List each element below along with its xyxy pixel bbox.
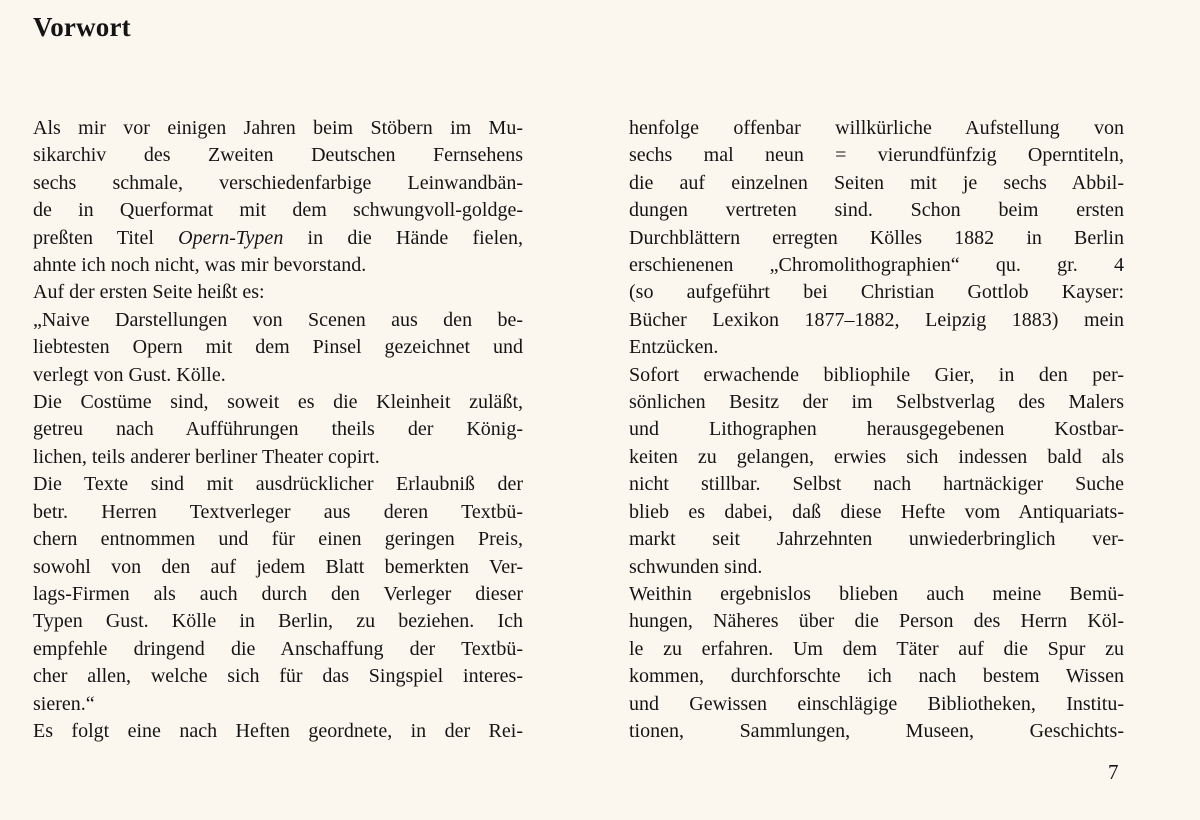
text-line: Es folgt eine nach Heften geordnete, in der Rei- bbox=[33, 719, 523, 742]
text-line: henfolge offenbar willkürliche Aufstellung von bbox=[629, 117, 1124, 139]
text-line: markt seit Jahrzehnten unwiederbringlich ver- bbox=[629, 528, 1124, 551]
right-text-column bbox=[629, 115, 1124, 745]
text-line: lags-Firmen als auch durch den Verleger dieser bbox=[33, 582, 523, 605]
text-line-with-italic-title bbox=[33, 225, 523, 252]
text-line: de in Querformat mit dem schwungvoll-goldge- bbox=[33, 199, 523, 222]
text-line: sönlichen Besitz der im Selbstverlag des Malers bbox=[629, 391, 1124, 414]
text-line: Die Texte sind mit ausdrücklicher Erlaubniß der bbox=[33, 473, 523, 496]
text-line: ahnte ich noch nicht, was mir bevorstand. bbox=[33, 254, 367, 277]
page-heading: Vorwort bbox=[33, 12, 131, 42]
page-number: 7 bbox=[1108, 760, 1119, 784]
text-line: chern entnommen und für einen geringen Preis, bbox=[33, 528, 523, 551]
text-line: Typen Gust. Kölle in Berlin, zu beziehen. Ich bbox=[33, 610, 523, 633]
text-line: erschienenen „Chromolithographien“ qu. gr. 4 bbox=[629, 254, 1124, 277]
text-line: cher allen, welche sich für das Singspiel interes- bbox=[33, 665, 523, 688]
text-line: getreu nach Aufführungen theils der König- bbox=[33, 418, 523, 441]
text-line: sieren.“ bbox=[33, 692, 95, 715]
text-line: und Lithographen herausgegebenen Kostbar- bbox=[629, 418, 1124, 441]
text-line: Sofort erwachende bibliophile Gier, in den per- bbox=[629, 363, 1124, 386]
text-line: Durchblättern erregten Kölles 1882 in Berlin bbox=[629, 226, 1124, 249]
text-line: keiten zu gelangen, erwies sich indessen bald als bbox=[629, 445, 1124, 468]
text-line: empfehle dringend die Anschaffung der Textbü- bbox=[33, 637, 523, 660]
text-line: (so aufgeführt bei Christian Gottlob Kayser: bbox=[629, 281, 1124, 304]
text-line: Bücher Lexikon 1877–1882, Leipzig 1883) mein bbox=[629, 308, 1124, 331]
text-line: sowohl von den auf jedem Blatt bemerkten Ver- bbox=[33, 555, 523, 578]
text-line: Als mir vor einigen Jahren beim Stöbern im Mu- bbox=[33, 117, 523, 139]
text-line: Weithin ergebnislos blieben auch meine Bemü- bbox=[629, 582, 1124, 605]
left-text-column bbox=[33, 115, 523, 745]
text-line: die auf einzelnen Seiten mit je sechs Abbil- bbox=[629, 171, 1124, 194]
book-title: Opern-Typen bbox=[178, 226, 284, 249]
text-line: Entzücken. bbox=[629, 336, 719, 359]
text-segment: preßten Titel Opern-Typen in die Hände fielen, bbox=[33, 226, 523, 249]
text-line: dungen vertreten sind. Schon beim ersten bbox=[629, 199, 1124, 222]
text-line: hungen, Näheres über die Person des Herrn Köl- bbox=[629, 610, 1124, 633]
text-line: „Naive Darstellungen von Scenen aus den be- bbox=[33, 308, 523, 331]
text-line: und Gewissen einschlägige Bibliotheken, Institu- bbox=[629, 692, 1124, 715]
text-line: le zu erfahren. Um dem Täter auf die Spur zu bbox=[629, 637, 1124, 660]
text-line: sechs schmale, verschiedenfarbige Leinwandbän- bbox=[33, 171, 523, 194]
text-line: liebtesten Opern mit dem Pinsel gezeichnet und bbox=[33, 336, 523, 359]
text-line: Die Costüme sind, soweit es die Kleinheit zuläßt, bbox=[33, 391, 523, 414]
text-line: betr. Herren Textverleger aus deren Textbü- bbox=[33, 500, 523, 523]
text-line: Auf der ersten Seite heißt es: bbox=[33, 281, 265, 304]
text-line: blieb es dabei, daß diese Hefte vom Antiquariats- bbox=[629, 500, 1124, 523]
text-line: sikarchiv des Zweiten Deutschen Fernsehens bbox=[33, 144, 523, 167]
text-line: kommen, durchforschte ich nach bestem Wissen bbox=[629, 665, 1124, 688]
text-line: verlegt von Gust. Kölle. bbox=[33, 363, 226, 386]
text-line: lichen, teils anderer berliner Theater copirt. bbox=[33, 445, 380, 468]
text-line: tionen, Sammlungen, Museen, Geschichts- bbox=[629, 719, 1124, 742]
text-line: nicht stillbar. Selbst nach hartnäckiger Suche bbox=[629, 473, 1124, 496]
text-line: schwunden sind. bbox=[629, 555, 763, 578]
text-line: sechs mal neun = vierundfünfzig Operntiteln, bbox=[629, 144, 1124, 167]
